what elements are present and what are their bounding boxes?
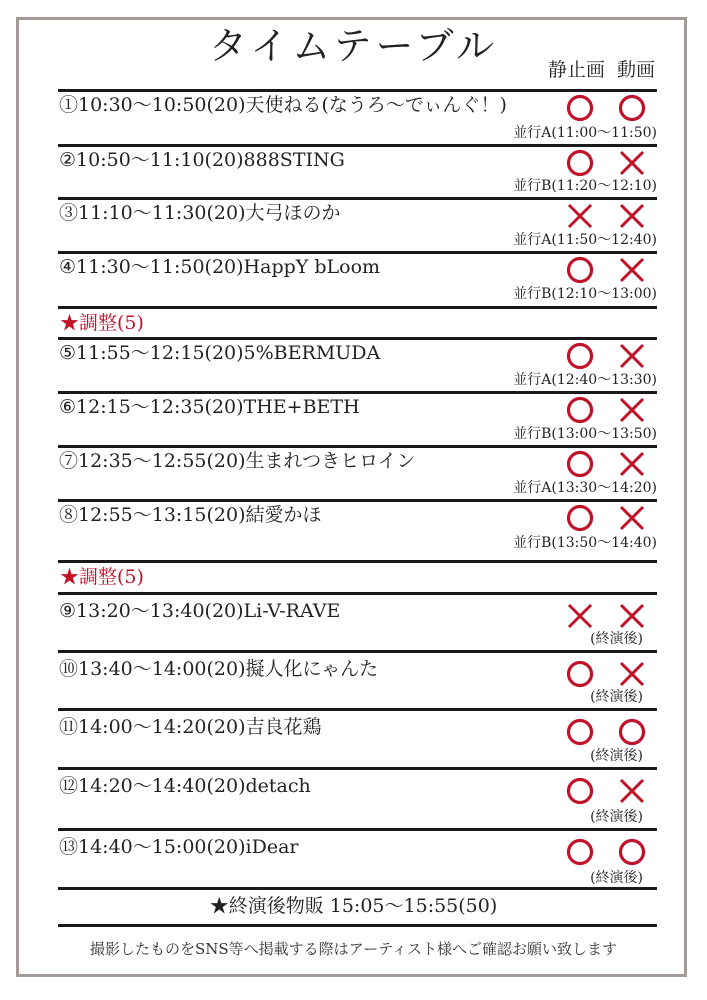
photo-session-time: (終演後) <box>590 689 643 705</box>
photo-session-time: (終演後) <box>590 631 643 647</box>
photo-session-time: 並行B(13:50～14:40) <box>513 535 657 551</box>
table-row <box>0 445 707 499</box>
table-row <box>0 89 707 144</box>
photo-session-time: 並行A(12:40～13:30) <box>513 372 657 388</box>
row-divider <box>58 924 657 927</box>
still-permission-circle-icon <box>565 341 595 371</box>
still-permission-circle-icon <box>565 659 595 689</box>
still-permission-circle-icon <box>565 148 595 178</box>
performance-slot: ⑨13:20～13:40(20)Li-V-RAVE <box>59 600 341 622</box>
photo-session-time: 並行B(12:10～13:00) <box>513 286 657 302</box>
table-row <box>0 499 707 554</box>
photo-session-time: 並行A(11:50～12:40) <box>513 232 657 248</box>
row-divider <box>58 560 657 563</box>
photo-session-time: 並行A(13:30～14:20) <box>513 480 657 496</box>
video-permission-cross-icon <box>617 201 647 231</box>
table-row <box>0 708 707 767</box>
still-permission-circle-icon <box>565 837 595 867</box>
video-permission-cross-icon <box>617 255 647 285</box>
table-row <box>0 197 707 251</box>
still-permission-circle-icon <box>565 776 595 806</box>
video-permission-circle-icon <box>617 717 647 747</box>
still-permission-circle-icon <box>565 503 595 533</box>
table-row <box>0 251 707 305</box>
performance-slot: ⑤11:55～12:15(20)5%BERMUDA <box>59 342 381 364</box>
still-permission-circle-icon <box>565 255 595 285</box>
photo-session-time: 並行A(11:00～11:50) <box>513 125 657 141</box>
table-row <box>0 767 707 828</box>
photo-session-time: (終演後) <box>590 748 643 764</box>
video-permission-cross-icon <box>617 148 647 178</box>
column-header-still: 静止画 <box>548 59 606 81</box>
row-divider <box>58 887 657 890</box>
video-permission-cross-icon <box>617 659 647 689</box>
table-row <box>0 337 707 391</box>
video-permission-circle-icon <box>617 93 647 123</box>
row-divider <box>58 306 657 309</box>
still-permission-circle-icon <box>565 93 595 123</box>
video-permission-cross-icon <box>617 395 647 425</box>
video-permission-circle-icon <box>617 837 647 867</box>
performance-slot: ①10:30～10:50(20)天使ねる(なうろ～でぃんぐ！) <box>59 94 507 116</box>
adjustment-break: ★調整(5) <box>60 312 144 334</box>
performance-slot: ⑬14:40～15:00(20)iDear <box>59 836 299 858</box>
performance-slot: ③11:10～11:30(20)大弓ほのか <box>59 202 341 224</box>
photo-policy-note: 撮影したものをSNS等へ掲載する際はアーティスト様へご確認お願い致します <box>89 940 618 958</box>
video-permission-cross-icon <box>617 449 647 479</box>
performance-slot: ⑥12:15～12:35(20)THE+BETH <box>59 396 360 418</box>
page-title: タイムテーブル <box>208 24 499 68</box>
video-permission-cross-icon <box>617 601 647 631</box>
performance-slot: ⑫14:20～14:40(20)detach <box>59 775 311 797</box>
adjustment-break: ★調整(5) <box>60 566 144 588</box>
performance-slot: ⑧12:55～13:15(20)結愛かほ <box>59 504 322 526</box>
video-permission-cross-icon <box>617 341 647 371</box>
performance-slot: ⑩13:40～14:00(20)擬人化にゃんた <box>59 658 379 680</box>
column-header-video: 動画 <box>617 59 656 81</box>
table-row <box>0 391 707 445</box>
performance-slot: ②10:50～11:10(20)888STING <box>59 149 345 171</box>
photo-session-time: 並行B(13:00～13:50) <box>513 426 657 442</box>
still-permission-circle-icon <box>565 395 595 425</box>
photo-session-time: (終演後) <box>590 809 643 825</box>
video-permission-cross-icon <box>617 503 647 533</box>
table-row <box>0 650 707 708</box>
merch-sale-line: ★終演後物販 15:05～15:55(50) <box>209 895 498 917</box>
photo-session-time: (終演後) <box>590 870 643 886</box>
performance-slot: ⑦12:35～12:55(20)生まれつきヒロイン <box>59 450 416 472</box>
performance-slot: ⑪14:00～14:20(20)吉良花鶏 <box>59 716 322 738</box>
table-row <box>0 828 707 889</box>
table-row <box>0 144 707 197</box>
table-row <box>0 592 707 650</box>
still-permission-circle-icon <box>565 717 595 747</box>
still-permission-circle-icon <box>565 449 595 479</box>
video-permission-cross-icon <box>617 776 647 806</box>
photo-session-time: 並行B(11:20～12:10) <box>513 178 657 194</box>
performance-slot: ④11:30～11:50(20)HappY bLoom <box>59 256 381 278</box>
still-permission-cross-icon <box>565 201 595 231</box>
still-permission-cross-icon <box>565 601 595 631</box>
